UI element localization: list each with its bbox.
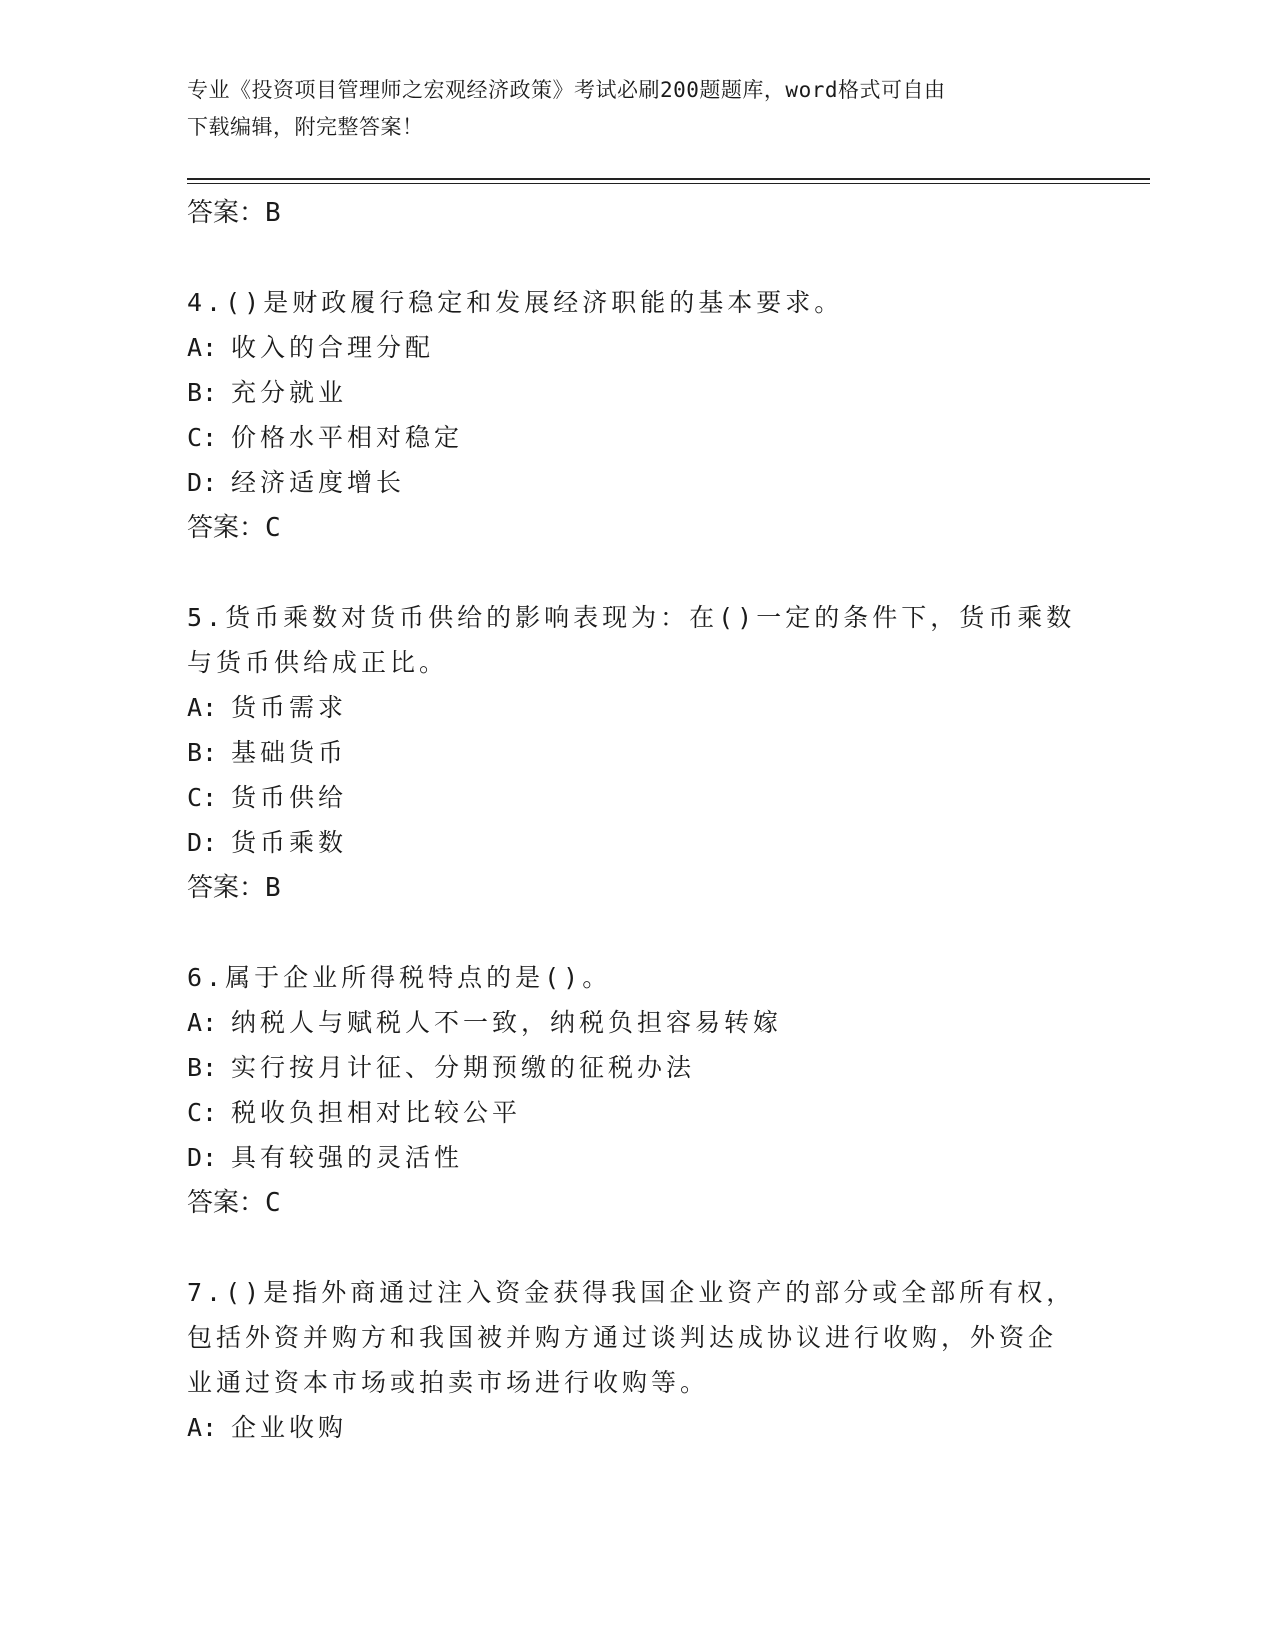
document-header xyxy=(187,72,1087,146)
question-list xyxy=(187,190,1087,1450)
option-text: 具有较强的灵活性 xyxy=(231,1143,464,1172)
answer-option xyxy=(187,1045,1087,1090)
answer-option xyxy=(187,415,1087,460)
question-spacer xyxy=(187,911,1087,955)
question-stem-line: 与货币供给成正比。 xyxy=(187,648,449,677)
question-block xyxy=(187,1270,1087,1450)
answer-option xyxy=(187,820,1087,865)
option-text: 货币需求 xyxy=(231,693,348,722)
option-text: 充分就业 xyxy=(231,378,348,407)
answer-line xyxy=(187,190,1087,236)
answer-prefix: 答案： xyxy=(187,1188,266,1218)
option-text: 纳税人与赋税人不一致，纳税负担容易转嫁 xyxy=(231,1008,783,1037)
option-label: D: xyxy=(187,468,218,497)
option-label: C: xyxy=(187,783,218,812)
option-text: 价格水平相对稳定 xyxy=(231,423,464,452)
answer-option xyxy=(187,325,1087,370)
question-spacer xyxy=(187,236,1087,280)
answer-prefix: 答案： xyxy=(187,873,266,903)
question-block xyxy=(187,595,1087,911)
question-stem-line: 7.()是指外商通过注入资金获得我国企业资产的部分或全部所有权， xyxy=(187,1278,1076,1307)
option-label: A: xyxy=(187,1413,218,1442)
answer-line xyxy=(187,1180,1087,1226)
option-text: 实行按月计征、分期预缴的征税办法 xyxy=(231,1053,696,1082)
answer-option xyxy=(187,460,1087,505)
header-line-2: 下载编辑，附完整答案！ xyxy=(187,115,424,139)
option-text: 企业收购 xyxy=(231,1413,348,1442)
question-stem-line: 5.货币乘数对货币供给的影响表现为：在()一定的条件下，货币乘数 xyxy=(187,603,1076,632)
question-spacer xyxy=(187,551,1087,595)
option-text: 基础货币 xyxy=(231,738,348,767)
question-stem-line: 4.()是财政履行稳定和发展经济职能的基本要求。 xyxy=(187,288,844,317)
option-text: 经济适度增长 xyxy=(231,468,406,497)
option-label: A: xyxy=(187,333,218,362)
question-block xyxy=(187,955,1087,1226)
option-text: 货币乘数 xyxy=(231,828,348,857)
answer-option xyxy=(187,1405,1087,1450)
answer-value: C xyxy=(265,1188,281,1218)
option-label: C: xyxy=(187,1098,218,1127)
answer-prefix: 答案： xyxy=(187,513,266,543)
question-stem-line: 包括外资并购方和我国被并购方通过谈判达成协议进行收购，外资企 xyxy=(187,1323,1058,1352)
option-label: B: xyxy=(187,1053,218,1082)
header-divider-thick xyxy=(187,178,1150,180)
option-text: 税收负担相对比较公平 xyxy=(231,1098,522,1127)
option-text: 货币供给 xyxy=(231,783,348,812)
answer-option xyxy=(187,685,1087,730)
answer-option xyxy=(187,1000,1087,1045)
option-text: 收入的合理分配 xyxy=(231,333,435,362)
option-label: A: xyxy=(187,1008,218,1037)
answer-value: C xyxy=(265,513,281,543)
option-label: C: xyxy=(187,423,218,452)
question-stem-line: 6.属于企业所得税特点的是()。 xyxy=(187,963,612,992)
answer-line xyxy=(187,505,1087,551)
option-label: A: xyxy=(187,693,218,722)
question-stem-line: 业通过资本市场或拍卖市场进行收购等。 xyxy=(187,1368,710,1397)
option-label: B: xyxy=(187,738,218,767)
answer-line xyxy=(187,865,1087,911)
answer-value: B xyxy=(265,873,281,903)
header-line-1: 专业《投资项目管理师之宏观经济政策》考试必刷200题题库，word格式可自由 xyxy=(187,78,946,102)
header-divider-thin xyxy=(187,183,1150,184)
answer-value: B xyxy=(265,198,281,228)
answer-option xyxy=(187,1135,1087,1180)
answer-prefix: 答案： xyxy=(187,198,266,228)
answer-option xyxy=(187,775,1087,820)
question-spacer xyxy=(187,1226,1087,1270)
option-label: D: xyxy=(187,828,218,857)
answer-option xyxy=(187,370,1087,415)
option-label: B: xyxy=(187,378,218,407)
option-label: D: xyxy=(187,1143,218,1172)
question-block xyxy=(187,280,1087,551)
answer-option xyxy=(187,730,1087,775)
answer-option xyxy=(187,1090,1087,1135)
